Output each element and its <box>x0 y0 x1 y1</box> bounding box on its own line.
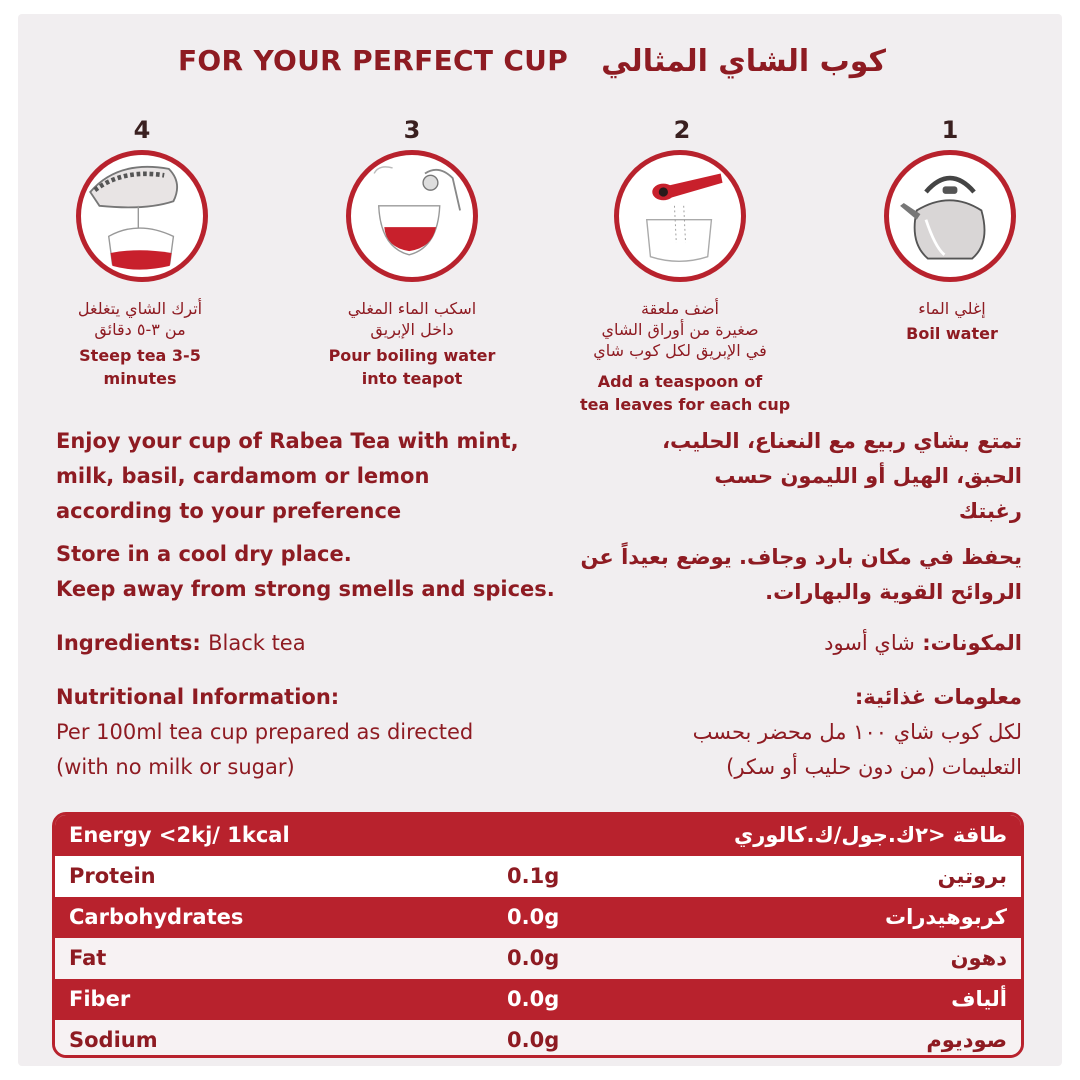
nutrient-name-arabic: دهون <box>950 946 1007 970</box>
nutrient-value: 0.0g <box>507 905 560 929</box>
ingredients-value-arabic: شاي أسود <box>824 631 915 655</box>
nutrient-name-arabic: بروتين <box>937 864 1007 888</box>
storage-english-line: Keep away from strong smells and spices. <box>56 577 555 601</box>
nutrient-name: Protein <box>69 864 156 888</box>
step-2-arabic-line: في الإبريق لكل كوب شاي <box>593 341 767 360</box>
nutrient-name-arabic: كربوهيدرات <box>885 905 1007 929</box>
enjoy-arabic-line: الحبق، الهيل أو الليمون حسب <box>714 464 1022 488</box>
nutrition-line-arabic: التعليمات (من دون حليب أو سكر) <box>726 755 1022 779</box>
storage-english-line: Store in a cool dry place. <box>56 542 352 566</box>
step-4-number: 4 <box>133 116 151 144</box>
step-3-english-line: into teapot <box>361 369 463 388</box>
nutrition-heading-arabic: معلومات غذائية: <box>854 685 1022 709</box>
nutrient-name: Fat <box>69 946 107 970</box>
step-4-arabic-line: أترك الشاي يتغلغل <box>77 299 203 318</box>
step-1-arabic-line: إغلي الماء <box>918 299 986 318</box>
ingredients-value: Black tea <box>208 631 306 655</box>
step-2-arabic-line: صغيرة من أوراق الشاي <box>601 320 759 339</box>
title-english: FOR YOUR PERFECT CUP <box>178 44 569 77</box>
enjoy-english <box>56 424 519 529</box>
nutrient-name-arabic: صوديوم <box>926 1028 1007 1052</box>
kettle-icon <box>884 150 1016 282</box>
nutrition-heading: Nutritional Information: <box>56 685 340 709</box>
nutrition-arabic <box>560 680 1022 785</box>
enjoy-english-line: Enjoy your cup of Rabea Tea with mint, <box>56 429 519 453</box>
nutrient-name-arabic: طاقة <٢ك.جول/ك.كالوري <box>733 823 1007 847</box>
ingredients-english <box>56 626 306 661</box>
nutrition-english <box>56 680 473 785</box>
enjoy-english-line: milk, basil, cardamom or lemon <box>56 464 430 488</box>
table-row-sodium <box>55 1020 1021 1058</box>
storage-arabic <box>560 540 1022 610</box>
storage-arabic-line: يحفظ في مكان بارد وجاف. يوضع بعيداً عن <box>580 545 1022 569</box>
ingredients-label-arabic: المكونات: <box>922 631 1022 655</box>
enjoy-arabic-line: تمتع بشاي ربيع مع النعناع، الحليب، <box>662 429 1022 453</box>
storage-english <box>56 537 555 607</box>
storage-arabic-line: الروائح القوية والبهارات. <box>765 580 1022 604</box>
step-4-english-line: Steep tea 3-5 <box>79 346 201 365</box>
nutrient-value: 0.0g <box>507 1028 560 1052</box>
step-2-arabic-line: أضف ملعقة <box>641 299 719 318</box>
teaspoon-icon <box>614 150 746 282</box>
title-arabic: كوب الشاي المثالي <box>601 44 886 79</box>
nutrition-line: (with no milk or sugar) <box>56 755 295 779</box>
enjoy-english-line: according to your preference <box>56 499 402 523</box>
step-3-english-line: Pour boiling water <box>328 346 496 365</box>
enjoy-arabic <box>560 424 1022 529</box>
nutrient-name-arabic: ألياف <box>951 987 1007 1011</box>
nutrition-table <box>52 812 1024 1058</box>
table-row-fat <box>55 938 1021 979</box>
step-3-number: 3 <box>403 116 421 144</box>
nutrient-value: 0.1g <box>507 864 560 888</box>
nutrient-name: Sodium <box>69 1028 158 1052</box>
pour-water-cup-icon <box>346 150 478 282</box>
table-row-carbohydrates <box>55 897 1021 938</box>
step-2-english-line: Add a teaspoon of <box>597 372 763 391</box>
nutrition-line-arabic: لكل كوب شاي ١٠٠ مل محضر بحسب <box>692 720 1022 744</box>
step-2-number: 2 <box>673 116 691 144</box>
table-row-energy <box>55 815 1021 856</box>
step-1-english-line: Boil water <box>906 324 998 343</box>
step-4-english-line: minutes <box>103 369 177 388</box>
step-2-english-line: tea leaves for each cup <box>580 395 791 414</box>
table-row-protein <box>55 856 1021 897</box>
nutrient-name: Energy <2kj/ 1kcal <box>69 823 290 847</box>
steeping-teacup-icon <box>76 150 208 282</box>
enjoy-arabic-line: رغبتك <box>958 499 1022 523</box>
step-3-arabic-line: اسكب الماء المغلي <box>347 299 477 318</box>
nutrient-name: Carbohydrates <box>69 905 244 929</box>
nutrient-value: 0.0g <box>507 946 560 970</box>
ingredients-arabic <box>560 626 1022 661</box>
table-row-fiber <box>55 979 1021 1020</box>
nutrient-value: 0.0g <box>507 987 560 1011</box>
step-3-arabic-line: داخل الإبريق <box>370 320 454 339</box>
nutrient-name: Fiber <box>69 987 131 1011</box>
step-4-arabic-line: من ٣-٥ دقائق <box>94 320 186 339</box>
ingredients-label: Ingredients: <box>56 631 201 655</box>
step-1-number: 1 <box>941 116 959 144</box>
nutrition-line: Per 100ml tea cup prepared as directed <box>56 720 474 744</box>
